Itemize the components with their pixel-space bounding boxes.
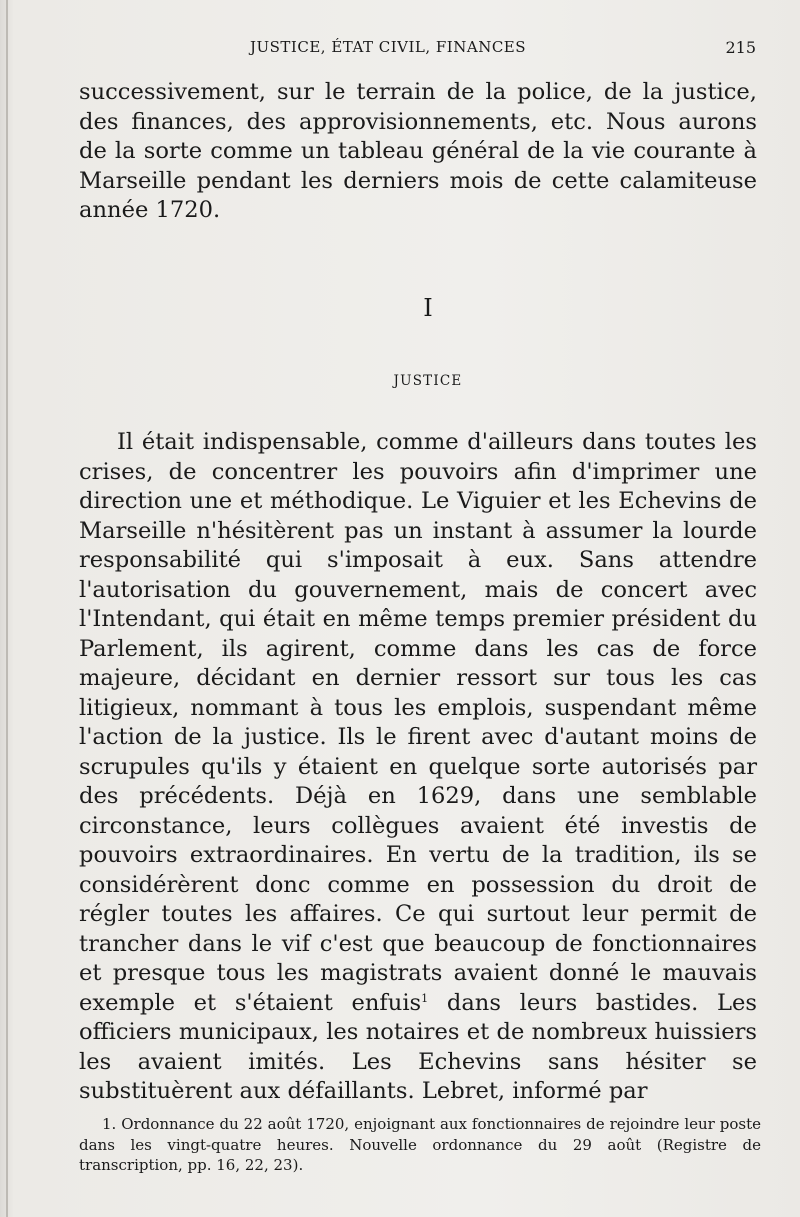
body-text-after-note: dans leurs bastides. Les officiers municipaux, les notaires et de nombreux huissiers les avaient imités. Les Echevins sans hésiter se substituèrent aux défaillants. Lebret, informé par: [79, 989, 758, 1104]
section-number: I: [423, 294, 433, 322]
footnote-block: [79, 1114, 761, 1176]
page-number: 215: [725, 38, 756, 57]
body-text-block: [79, 428, 757, 1107]
lead-paragraph-block: [79, 78, 757, 226]
running-head: [0, 38, 800, 62]
section-title: JUSTICE: [393, 373, 463, 389]
body-text-before-note: Il était indispensable, comme d'ailleurs dans toutes les crises, de concentrer les pouvoirs afin d'imprimer une direction une et méthodique. Le Viguier et les Echevins de Marseille n'hésitèrent pas un instant à assumer la lourde responsabilité qui s'imposait à eux. Sans attendre l'autorisation du gouvernement, mais de concert avec l'Intendant, qui était en même temps premier président du Parlement, ils agirent, comme dans les cas de force majeure, décidant en dernier ressort sur tous les cas litigieux, nommant à tous les emplois, suspendant même l'action de la justice. Ils le firent avec d'autant moins de scrupules qu'ils y étaient en quelque sorte autorisés par des précédents. Déjà en 1629, dans une semblable circonstance, leurs collègues avaient été investis de pouvoirs extraordinaires. En vertu de la tradition, ils se considérèrent donc comme en possession du droit de régler toutes les affaires. Ce qui surtout leur permit de trancher dans le vif c'est que beaucoup de fonctionnaires et presque tous les magistrats avaient donné le mauvais exemple et s'étaient enfuis: [79, 429, 757, 1016]
page-gutter: [6, 0, 8, 1217]
body-paragraph: [79, 428, 757, 1107]
running-title: JUSTICE, ÉTAT CIVIL, FINANCES: [250, 38, 527, 56]
lead-paragraph: successivement, sur le terrain de la police, de la justice, des finances, des approvisionnements, etc. Nous aurons de la sorte comme un tableau général de la vie courante à Marseille pendant les derniers mois de cette calamiteuse année 1720.: [79, 79, 757, 223]
footnote-marker: 1: [421, 991, 429, 1005]
footnote-text: 1. Ordonnance du 22 août 1720, enjoignant aux fonctionnaires de rejoindre leur poste dans les vingt-quatre heures. Nouvelle ordonnance du 29 août (Registre de transcription, pp. 16, 22, 23).: [79, 1115, 761, 1174]
